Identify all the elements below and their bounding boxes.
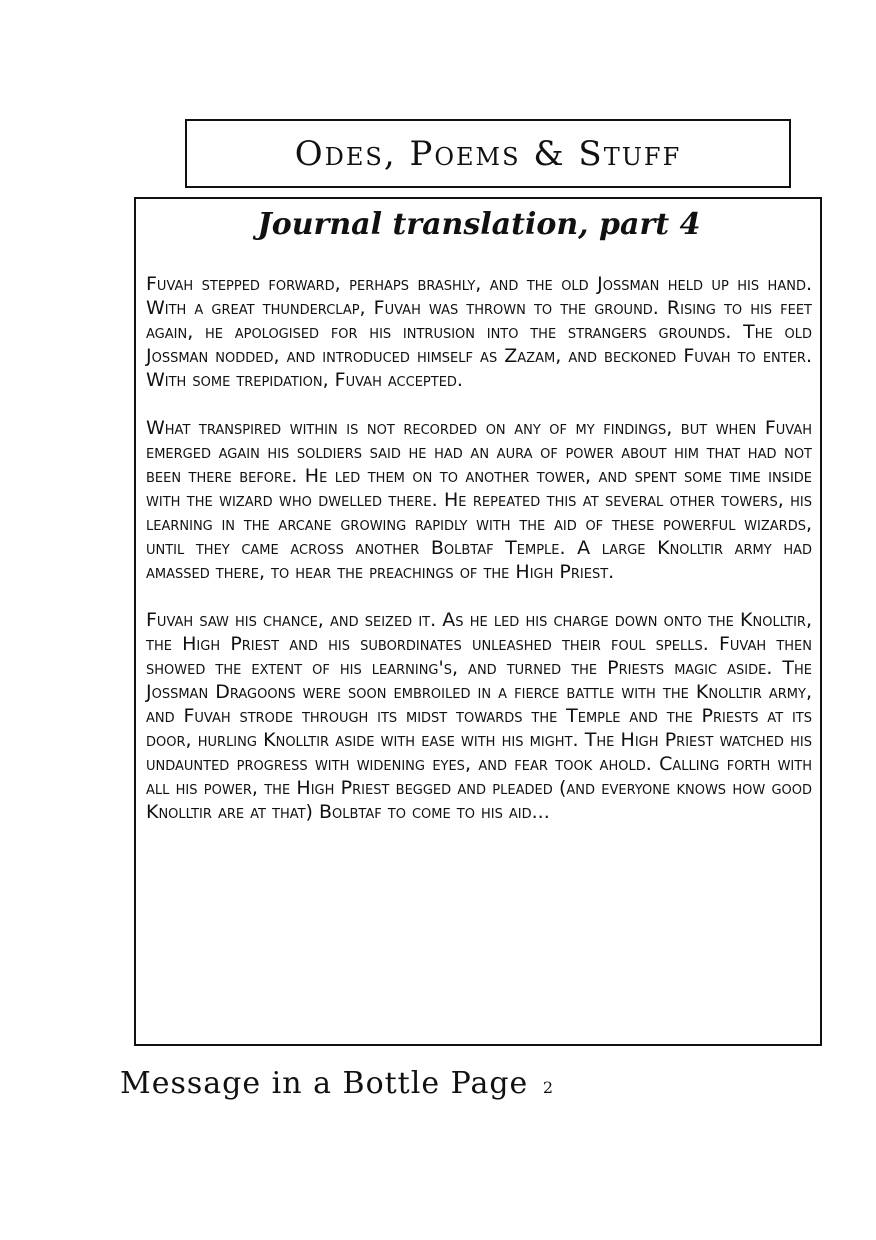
section-title: Odes, Poems & Stuff [294,133,682,174]
page-number: 2 [542,1078,555,1097]
article-paragraph: Fuvah saw his chance, and seized it. As he led his charge down onto the Knolltir, the High Priest and his subordinates unleashed their foul spells. Fuvah then showed the extent of his learning's, and turned the Priests magic aside. The Jossman Dragoons were soon embroiled in a fierce battle with the Knolltir army, and Fuvah strode through its midst towards the Temple and the Priests at its door, hurling Knolltir aside with ease with his might. The High Priest watched his undaunted progress with widening eyes, and fear took ahold. Calling forth with all his power, the High Priest begged and pleaded (and everyone knows how good Knolltir are at that) Bolbtaf to come to his aid... [146,609,812,823]
section-header-box [185,119,791,188]
article-title: Journal translation, part 4 [257,207,701,242]
article-box [134,197,822,1046]
article-paragraph: What transpired within is not recorded on any of my findings, but when Fuvah emerged again his soldiers said he had an aura of power about him that had not been there before. He led them on to another tower, and spent some time inside with the wizard who dwelled there. He repeated this at several other towers, his learning in the arcane growing rapidly with the aid of these powerful wizards, until they came across another Bolbtaf Temple. A large Knolltir army had amassed there, to hear the preachings of the High Priest. [146,417,813,583]
page-footer [120,1066,554,1101]
publication-name: Message in a Bottle Page [120,1066,529,1101]
article-paragraph: Fuvah stepped forward, perhaps brashly, and the old Jossman held up his hand. With a great thunderclap, Fuvah was thrown to the ground. Rising to his feet again, he apologised for his intrusion into the strangers grounds. The old Jossman nodded, and introduced himself as Zazam, and beckoned Fuvah to enter. With some trepidation, Fuvah accepted. [146,273,812,391]
